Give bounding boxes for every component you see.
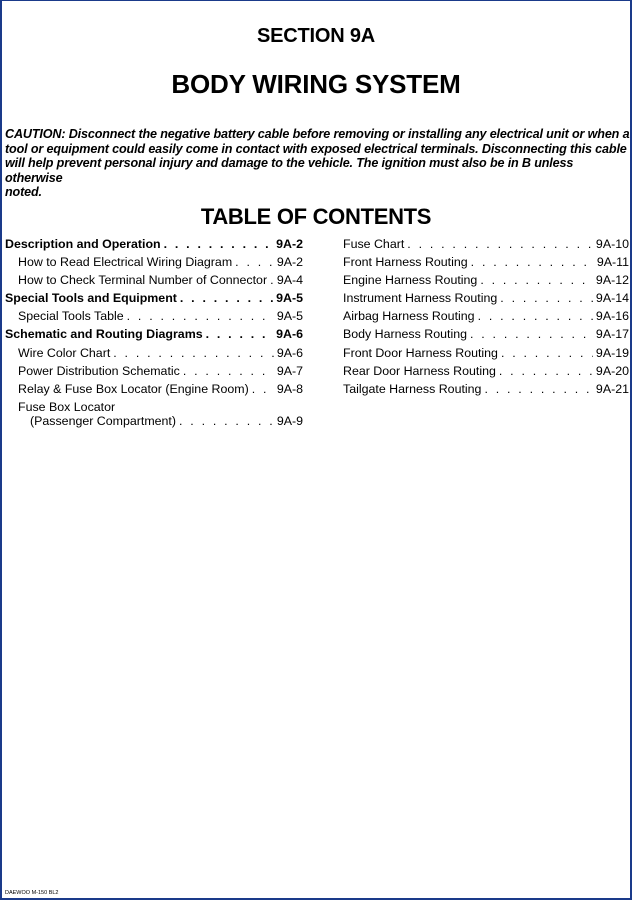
toc-leader-dots xyxy=(480,273,593,287)
document-page xyxy=(2,1,630,898)
toc-entry-label: Power Distribution Schematic xyxy=(18,363,180,378)
toc-leader-dots xyxy=(252,382,274,396)
toc-entry-page: 9A-19 xyxy=(595,345,629,360)
toc-entry-page: 9A-5 xyxy=(276,291,303,306)
toc-entry[interactable] xyxy=(5,382,303,400)
toc-entry-page: 9A-11 xyxy=(596,255,629,270)
toc-entry-page: 9A-6 xyxy=(276,327,303,342)
toc-leader-dots xyxy=(179,414,274,428)
toc-entry[interactable] xyxy=(5,273,303,291)
toc-entry[interactable] xyxy=(5,327,303,345)
toc-entry-label[interactable]: Fuse Box Locator xyxy=(18,399,116,414)
toc-entry-page: 9A-21 xyxy=(595,381,629,396)
toc-entry-page: 9A-2 xyxy=(276,237,303,251)
toc-leader-dots xyxy=(183,364,274,378)
toc-entry[interactable] xyxy=(343,255,629,273)
toc-entry-page: 9A-4 xyxy=(276,273,303,288)
toc-entry-label: Front Harness Routing xyxy=(343,255,468,270)
section-title: SECTION 9A xyxy=(256,25,376,47)
toc-leader-dots xyxy=(270,273,274,287)
toc-entry-label: Fuse Chart xyxy=(343,237,405,251)
toc-entry[interactable] xyxy=(343,291,629,309)
toc-entry-label: Instrument Harness Routing xyxy=(343,291,498,306)
toc-entry-page: 9A-12 xyxy=(595,273,629,288)
toc-leader-dots xyxy=(478,309,593,323)
toc-entry[interactable] xyxy=(343,273,629,291)
toc-entry-page: 9A-9 xyxy=(276,413,303,428)
toc-entry-label: Description and Operation xyxy=(5,237,161,251)
toc-entry-page: 9A-16 xyxy=(595,309,629,324)
toc-leader-dots xyxy=(127,309,274,323)
toc-leader-dots xyxy=(500,291,593,305)
toc-entry-page: 9A-6 xyxy=(276,345,303,360)
toc-entry-page: 9A-5 xyxy=(276,309,303,324)
toc-entry[interactable] xyxy=(343,364,629,382)
toc-entry[interactable] xyxy=(343,382,629,400)
toc-entry-label: (Passenger Compartment) xyxy=(30,413,176,428)
toc-entry[interactable] xyxy=(343,327,629,345)
toc-entry-label: Rear Door Harness Routing xyxy=(343,363,496,378)
toc-entry-label: How to Read Electrical Wiring Diagram xyxy=(18,255,233,270)
toc-leader-dots xyxy=(113,346,274,360)
toc-entry-label: Airbag Harness Routing xyxy=(343,309,475,324)
toc-entry-label: Schematic and Routing Diagrams xyxy=(5,327,203,342)
toc-right-column xyxy=(343,237,629,400)
toc-entry-page: 9A-7 xyxy=(276,363,303,378)
toc-entry-page: 9A-8 xyxy=(276,381,303,396)
toc-left-column xyxy=(5,237,303,432)
toc-entry-label: Special Tools and Equipment xyxy=(5,291,177,306)
toc-entry[interactable] xyxy=(5,309,303,327)
toc-entry[interactable] xyxy=(5,346,303,364)
toc-leader-dots xyxy=(180,291,273,305)
toc-entry-label: Relay & Fuse Box Locator (Engine Room) xyxy=(18,381,249,396)
toc-entry-page: 9A-20 xyxy=(595,363,629,378)
document-footer: DAEWOO M-150 BL2 xyxy=(5,890,59,896)
toc-entry[interactable] xyxy=(343,237,629,255)
toc-entry-label: Engine Harness Routing xyxy=(343,273,478,288)
toc-entry[interactable] xyxy=(5,414,303,432)
toc-entry[interactable] xyxy=(5,237,303,255)
toc-entry-label: Special Tools Table xyxy=(18,309,124,324)
toc-leader-dots xyxy=(499,364,593,378)
toc-heading: TABLE OF CONTENTS xyxy=(200,204,432,229)
toc-entry-page: 9A-2 xyxy=(276,255,303,270)
toc-leader-dots xyxy=(164,237,274,251)
toc-entry[interactable] xyxy=(5,255,303,273)
toc-entry-label: Body Harness Routing xyxy=(343,327,467,342)
toc-entry-page: 9A-10 xyxy=(595,237,629,251)
toc-entry[interactable] xyxy=(5,364,303,382)
toc-entry-label: Wire Color Chart xyxy=(18,345,111,360)
document-title: BODY WIRING SYSTEM xyxy=(171,69,461,99)
toc-entry-page: 9A-14 xyxy=(595,291,629,306)
toc-entry[interactable] xyxy=(343,309,629,327)
toc-leader-dots xyxy=(471,255,594,269)
toc-leader-dots xyxy=(501,346,593,360)
toc-entry[interactable] xyxy=(343,346,629,364)
toc-entry-label: Tailgate Harness Routing xyxy=(343,381,482,396)
toc-entry-page: 9A-17 xyxy=(595,327,629,342)
caution-notice: CAUTION: Disconnect the negative battery cable before removing or installing any electrical unit or when a tool or equipment could easily come in contact with exposed electrical terminals. Disconnecting this cable will help prevent personal injury and damage to the vehicle. The ignition must also be in B unless otherwise noted. xyxy=(5,127,630,200)
toc-leader-dots xyxy=(470,327,593,341)
toc-entry-label: How to Check Terminal Number of Connector xyxy=(18,273,268,288)
toc-leader-dots xyxy=(235,255,274,269)
toc-leader-dots xyxy=(484,382,592,396)
toc-leader-dots xyxy=(407,237,593,251)
toc-entry-label: Front Door Harness Routing xyxy=(343,345,498,360)
toc-entry[interactable] xyxy=(5,291,303,309)
toc-leader-dots xyxy=(206,327,274,341)
